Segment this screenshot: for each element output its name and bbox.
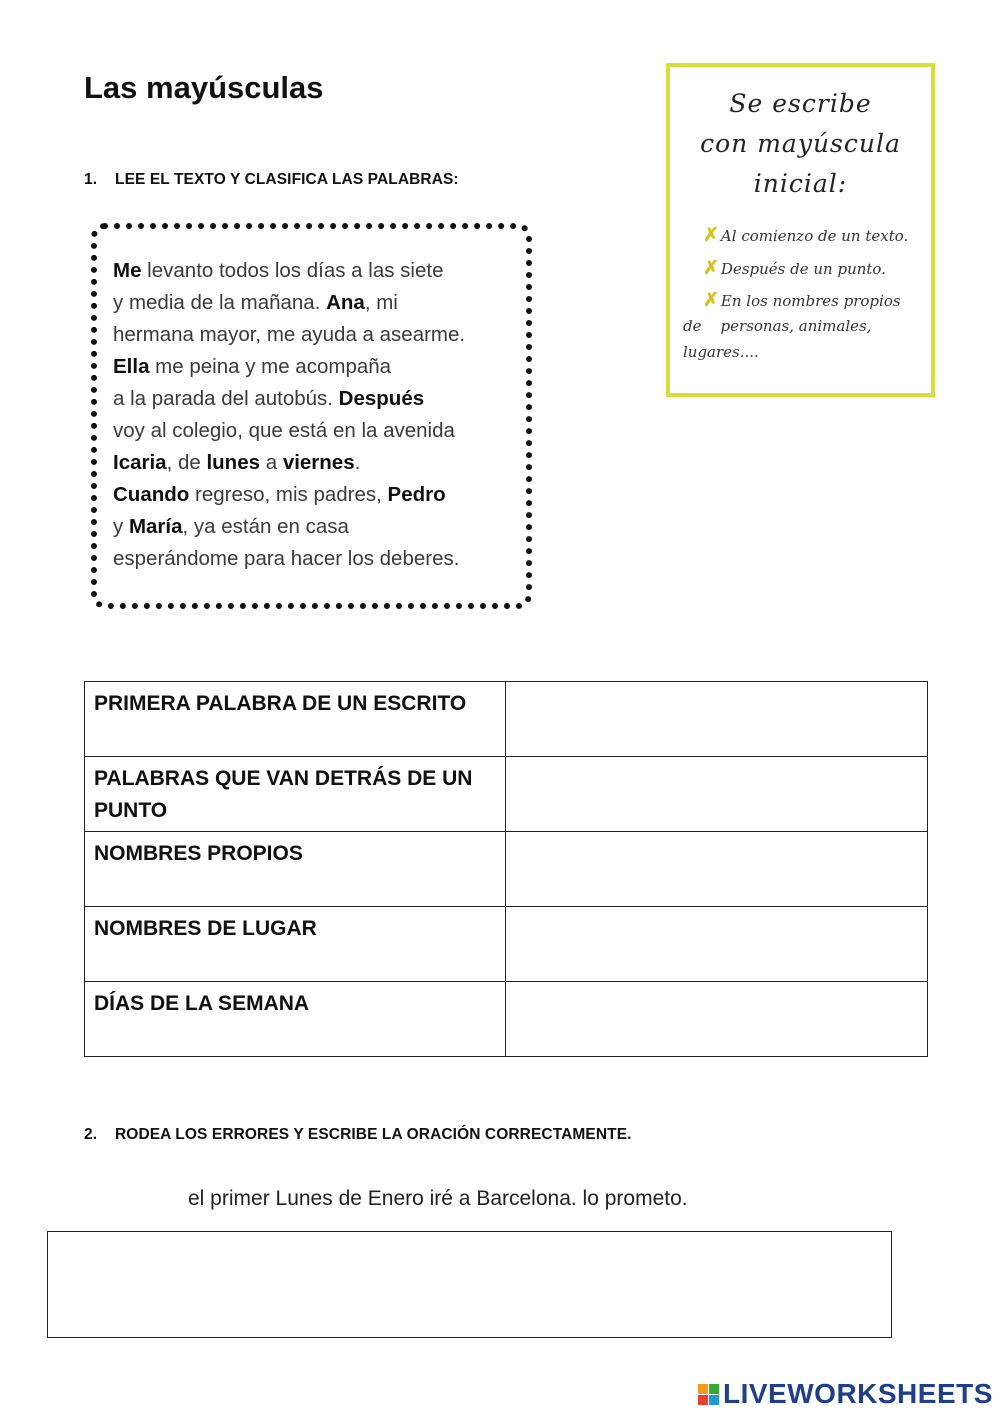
reading-segment: y media de la mañana. (113, 291, 327, 314)
reading-text (113, 255, 533, 575)
category-label: NOMBRES DE LUGAR (85, 907, 506, 982)
rule-text-continued: de personas, animales, (683, 317, 872, 335)
reading-line (113, 255, 533, 287)
cross-mark-icon: ✗ (703, 257, 719, 279)
logo-text: LIVEWORKSHEETS (723, 1378, 993, 1409)
rule-text: Al comienzo de un texto. (720, 227, 909, 245)
error-sentence: el primer Lunes de Enero iré a Barcelona. lo prometo. (188, 1187, 688, 1210)
answer-box[interactable] (47, 1231, 892, 1338)
cross-mark-icon: ✗ (703, 289, 719, 311)
reading-line (113, 351, 533, 383)
rule-text: En los nombres propios (720, 292, 901, 310)
answer-cell[interactable] (506, 907, 928, 982)
rule-item (703, 289, 901, 311)
reading-line (113, 543, 533, 575)
rule-card-title-line: con mayúscula (700, 129, 901, 158)
rule-text: Después de un punto. (720, 260, 886, 278)
table-row (85, 832, 928, 907)
reading-segment: a (260, 451, 283, 474)
rule-card-title-line: inicial: (753, 169, 848, 198)
category-label: PRIMERA PALABRA DE UN ESCRITO (85, 682, 506, 757)
reading-segment: regreso, mis padres, (189, 483, 388, 506)
exercise-1-number: 1. (84, 171, 98, 188)
capitalized-word: Pedro (387, 483, 446, 506)
logo-square (698, 1384, 708, 1394)
logo-square (698, 1395, 708, 1405)
reading-segment: , ya están en casa (182, 515, 349, 538)
reading-segment: me peina y me acompaña (149, 355, 392, 378)
rule-item (703, 257, 886, 279)
table-row (85, 907, 928, 982)
reading-segment: , mi (364, 291, 398, 314)
capitalized-word: Me (113, 259, 142, 282)
category-label: PALABRAS QUE VAN DETRÁS DE UN PUNTO (85, 757, 506, 832)
answer-cell[interactable] (506, 982, 928, 1057)
capitalized-word: lunes (206, 451, 261, 474)
liveworksheets-logo (698, 1377, 993, 1411)
rule-card-title-line: Se escribe (729, 89, 872, 118)
answer-cell[interactable] (506, 682, 928, 757)
reading-line (113, 447, 533, 479)
exercise-1-instruction: LEE EL TEXTO Y CLASIFICA LAS PALABRAS: (115, 171, 459, 188)
reading-segment: . (354, 451, 361, 474)
logo-square (709, 1395, 719, 1405)
capitalized-word: viernes (282, 451, 355, 474)
answer-cell[interactable] (506, 757, 928, 832)
reading-line (113, 319, 533, 351)
rule-item (703, 224, 908, 246)
category-label: NOMBRES PROPIOS (85, 832, 506, 907)
rule-card-title (670, 84, 931, 204)
reading-segment: levanto todos los días a las siete (141, 259, 444, 282)
reading-segment: hermana mayor, me ayuda a asearme. (113, 323, 466, 346)
answer-cell[interactable] (506, 832, 928, 907)
exercise-2-heading (84, 1126, 632, 1144)
exercise-1-heading (84, 171, 459, 189)
category-label: DÍAS DE LA SEMANA (85, 982, 506, 1057)
reading-line (113, 479, 533, 511)
exercise-2-number: 2. (84, 1126, 98, 1143)
classification-table (84, 681, 928, 1057)
capitalized-word: Ella (113, 355, 150, 378)
logo-icon (698, 1384, 719, 1405)
capitalized-word: Icaria (113, 451, 167, 474)
reading-line (113, 287, 533, 319)
reading-line (113, 383, 533, 415)
reading-line (113, 511, 533, 543)
capitalized-word: María (128, 515, 183, 538)
table-row (85, 982, 928, 1057)
logo-square (709, 1384, 719, 1394)
table-row (85, 757, 928, 832)
capitalized-word: Cuando (113, 483, 190, 506)
reading-segment: , de (166, 451, 207, 474)
reading-segment: a la parada del autobús. (113, 387, 339, 410)
exercise-2-instruction: RODEA LOS ERRORES Y ESCRIBE LA ORACIÓN CORRECTAMENTE. (115, 1126, 632, 1143)
reading-line (113, 415, 533, 447)
capitalized-word: Después (338, 387, 425, 410)
rule-text-continued: lugares.... (683, 343, 759, 361)
capitalized-word: Ana (326, 291, 365, 314)
reading-segment: voy al colegio, que está en la avenida (113, 419, 455, 442)
page-title: Las mayúsculas (84, 70, 324, 105)
table-row (85, 682, 928, 757)
reading-segment: y (113, 515, 129, 538)
cross-mark-icon: ✗ (703, 224, 719, 246)
reading-segment: esperándome para hacer los deberes. (113, 547, 460, 570)
